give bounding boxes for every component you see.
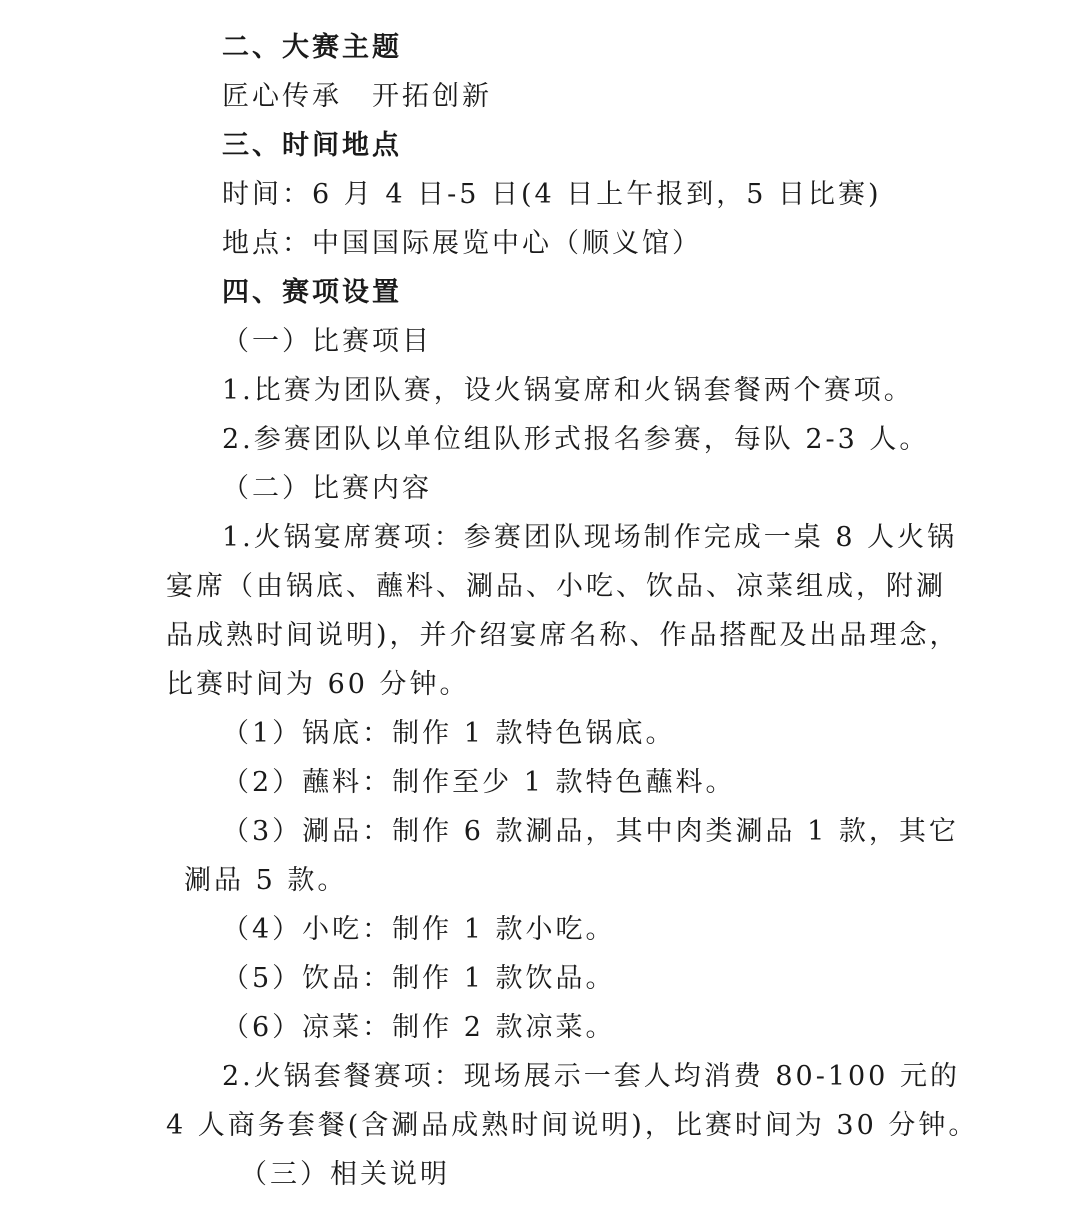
paragraph-line: 2.参赛团队以单位组队形式报名参赛，每队 2-3 人。 <box>222 424 930 455</box>
paragraph-line: 1.比赛为团队赛，设火锅宴席和火锅套餐两个赛项。 <box>222 375 914 406</box>
paragraph-line: 4 人商务套餐(含涮品成熟时间说明)，比赛时间为 30 分钟。 <box>166 1110 979 1141</box>
list-item: （2）蘸料：制作至少 1 款特色蘸料。 <box>222 767 736 798</box>
section-heading-time-place: 三、时间地点 <box>222 130 402 161</box>
paragraph-line: 宴席（由锅底、蘸料、涮品、小吃、饮品、凉菜组成，附涮 <box>166 571 946 602</box>
paragraph-line: 1.火锅宴席赛项：参赛团队现场制作完成一桌 8 人火锅 <box>222 522 958 553</box>
list-item: （3）涮品：制作 6 款涮品，其中肉类涮品 1 款，其它 <box>222 816 959 847</box>
paragraph-line: 比赛时间为 60 分钟。 <box>166 669 470 700</box>
list-item: （1）锅底：制作 1 款特色锅底。 <box>222 718 676 749</box>
list-item: （5）饮品：制作 1 款饮品。 <box>222 963 616 994</box>
list-item-continuation: 涮品 5 款。 <box>184 865 348 896</box>
subheading-competition-content: （二）比赛内容 <box>222 473 432 504</box>
place-text: 地点：中国国际展览中心（顺义馆） <box>222 228 702 259</box>
subheading-competition-items: （一）比赛项目 <box>222 326 432 357</box>
paragraph-line: 品成熟时间说明)，并介绍宴席名称、作品搭配及出品理念， <box>166 620 960 651</box>
subheading-related-notes: （三）相关说明 <box>240 1159 450 1190</box>
paragraph-line: 2.火锅套餐赛项：现场展示一套人均消费 80-100 元的 <box>222 1061 960 1092</box>
theme-text: 匠心传承 开拓创新 <box>222 81 492 112</box>
section-heading-theme: 二、大赛主题 <box>222 32 402 63</box>
list-item: （4）小吃：制作 1 款小吃。 <box>222 914 616 945</box>
time-text: 时间：6 月 4 日-5 日(4 日上午报到，5 日比赛) <box>222 179 882 210</box>
section-heading-events: 四、赛项设置 <box>222 277 402 308</box>
list-item: （6）凉菜：制作 2 款凉菜。 <box>222 1012 616 1043</box>
